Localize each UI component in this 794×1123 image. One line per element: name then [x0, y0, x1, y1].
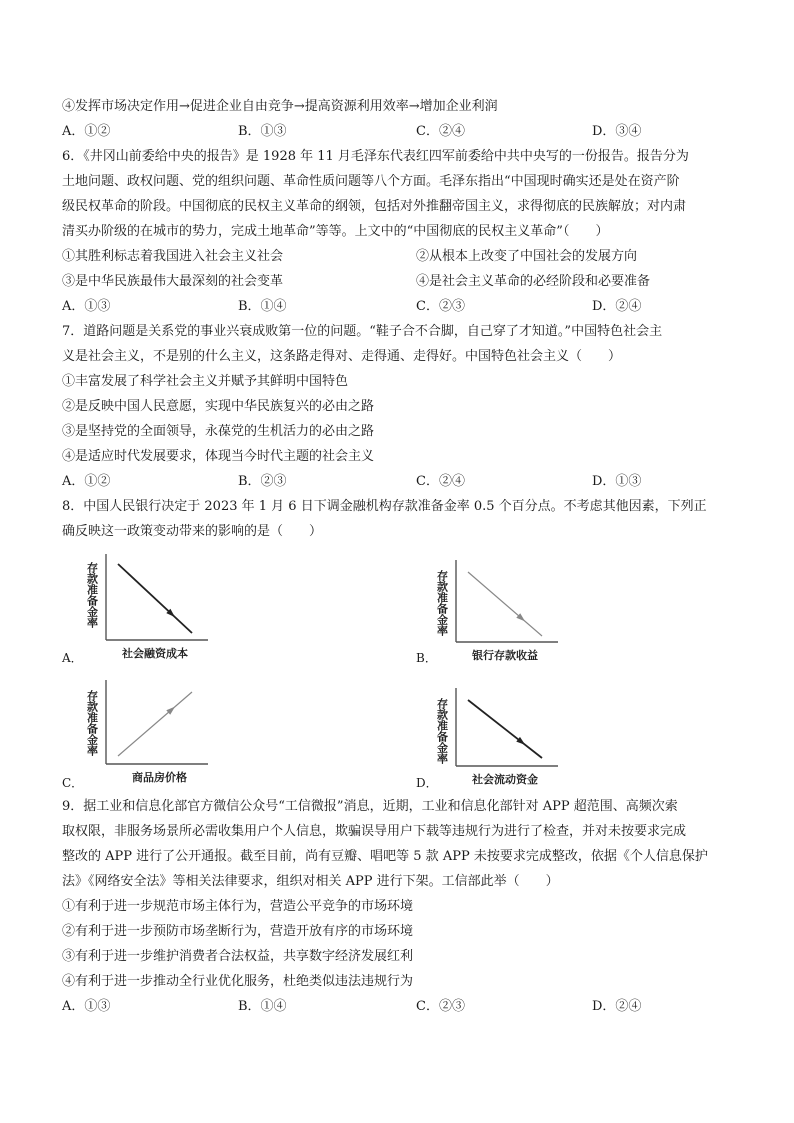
graph-a-letter: A． [62, 651, 83, 665]
q7-statement-3: ③是坚持党的全面领导，永葆党的生机活力的必由之路 [62, 424, 375, 439]
graph-c-letter: C． [62, 776, 84, 790]
graph-d [432, 684, 562, 788]
q8-stem-line: 确反映这一政策变动带来的影响的是（ ） [62, 524, 323, 539]
q7-option-b: B．②③ [238, 474, 287, 489]
graph-a [82, 548, 212, 663]
q7-option-a: A．①② [62, 474, 111, 489]
q9-statement-4: ④有利于进一步推动全行业优化服务，杜绝类似违法违规行为 [62, 974, 414, 989]
q9-statement-3: ③有利于进一步维护消费者合法权益，共享数字经济发展红利 [62, 949, 414, 964]
graph-d-line [468, 700, 542, 758]
graph-a-ylabel: 存款准备金率 [85, 562, 99, 628]
q7-stem-line: 义是社会主义，不是别的什么主义，这条路走得对、走得通、走得好。中国特色社会主义（ ） [62, 349, 622, 364]
graph-b-ylabel: 存款准备金率 [435, 570, 449, 636]
q6-stem-line: 清买办阶级的在城市的势力，完成土地革命”等等。上文中的“中国彻底的民权主义革命”（ ） [62, 224, 609, 239]
q6-statement-1: ①其胜利标志着我国进入社会主义社会 [62, 249, 284, 264]
q6-option-b: B．①④ [238, 299, 287, 314]
q6-statement-4: ④是社会主义革命的必经阶段和必要准备 [416, 274, 651, 289]
q6-option-a: A．①③ [62, 299, 111, 314]
q7-statement-2: ②是反映中国人民意愿，实现中华民族复兴的必由之路 [62, 399, 375, 414]
q7-option-c: C．②④ [416, 474, 465, 489]
graph-c [82, 676, 212, 786]
q9-stem-line: 取权限，非服务场景所必需收集用户个人信息，欺骗误导用户下载等违规行为进行了检查，并对未按要求完成 [62, 824, 687, 839]
q6-option-c: C．②③ [416, 299, 465, 314]
q7-statement-1: ①丰富发展了科学社会主义并赋予其鲜明中国特色 [62, 374, 349, 389]
q6-stem-line: 6．《井冈山前委给中央的报告》是 1928 年 11 月毛泽东代表红四军前委给中共中央写的一份报告。报告分为 [62, 149, 689, 164]
graph-b-xlabel: 银行存款收益 [472, 649, 538, 662]
q9-statement-1: ①有利于进一步规范市场主体行为，营造公平竞争的市场环境 [62, 899, 414, 914]
option-d: D．③④ [592, 124, 642, 139]
graph-a-xlabel: 社会融资成本 [122, 647, 188, 660]
statement-4: ④发挥市场决定作用→促进企业自由竞争→提高资源利用效率→增加企业利润 [62, 99, 498, 114]
graph-b [432, 556, 562, 666]
graph-d-xlabel: 社会流动资金 [472, 773, 538, 786]
graph-d-ylabel: 存款准备金率 [435, 698, 449, 764]
q9-option-b: B．①④ [238, 999, 287, 1014]
graph-c-line [118, 692, 192, 756]
graph-b-line [468, 572, 542, 636]
q6-statement-3: ③是中华民族最伟大最深刻的社会变革 [62, 274, 284, 289]
q9-option-c: C．②③ [416, 999, 465, 1014]
q7-stem-line: 7．道路问题是关系党的事业兴衰成败第一位的问题。“鞋子合不合脚，自己穿了才知道。”中国特色社会主 [62, 324, 663, 339]
q9-option-d: D．②④ [592, 999, 642, 1014]
q9-statement-2: ②有利于进一步预防市场垄断行为，营造开放有序的市场环境 [62, 924, 414, 939]
q9-stem-line: 整改的 APP 进行了公开通报。截至目前，尚有豆瓣、唱吧等 5 款 APP 未按要求完成整改，依据《个人信息保护 [62, 849, 708, 864]
q9-option-a: A．①③ [62, 999, 111, 1014]
q9-stem-line: 法》《网络安全法》等相关法律要求，组织对相关 APP 进行下架。工信部此举（ ） [62, 874, 559, 889]
q6-stem-line: 级民权革命的阶段。中国彻底的民权主义革命的纲领，包括对外推翻帝国主义，求得彻底的民族解放；对内肃 [62, 199, 687, 214]
option-a: A．①② [62, 124, 111, 139]
option-c: C．②④ [416, 124, 465, 139]
q7-option-d: D．①③ [592, 474, 642, 489]
graph-a-line [118, 564, 192, 633]
graph-d-letter: D． [416, 776, 438, 790]
q6-option-d: D．②④ [592, 299, 642, 314]
option-b: B．①③ [238, 124, 287, 139]
q7-statement-4: ④是适应时代发展要求，体现当今时代主题的社会主义 [62, 449, 375, 464]
q6-statement-2: ②从根本上改变了中国社会的发展方向 [416, 249, 638, 264]
graph-b-letter: B． [416, 651, 437, 665]
q9-stem-line: 9．据工业和信息化部官方微信公众号“工信微报”消息，近期，工业和信息化部针对 APP 超范围、高频次索 [62, 799, 678, 814]
graph-c-xlabel: 商品房价格 [132, 771, 187, 784]
q6-stem-line: 土地问题、政权问题、党的组织问题、革命性质问题等八个方面。毛泽东指出“中国现时确实还是处在资产阶 [62, 174, 680, 189]
graph-c-ylabel: 存款准备金率 [85, 690, 99, 756]
q8-stem-line: 8．中国人民银行决定于 2023 年 1 月 6 日下调金融机构存款准备金率 0.5 个百分点。不考虑其他因素，下列正 [62, 499, 707, 514]
